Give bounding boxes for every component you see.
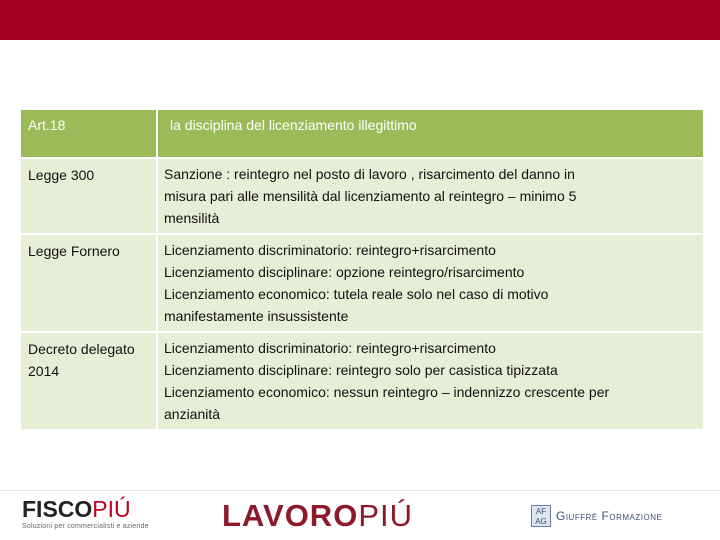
fiscopiu-logo: [22, 497, 149, 531]
fiscopiu-logo-main: FISCO: [22, 496, 93, 522]
art18-table: [21, 110, 703, 431]
row-line: Licenziamento discriminatorio: reintegro+risarcimento: [164, 242, 496, 258]
row-content: [157, 158, 703, 234]
row-label: Decreto delegato 2014: [21, 332, 157, 430]
table-row: [21, 332, 703, 430]
fiscopiu-logo-accent: PIÚ: [92, 496, 131, 522]
row-content: [157, 234, 703, 332]
header-cell-art18: Art.18: [21, 110, 157, 158]
table-header-row: [21, 110, 703, 158]
row-line: Licenziamento disciplinare: opzione reintegro/risarcimento: [164, 264, 525, 280]
row-line: misura pari alle mensilità dal licenziamento al reintegro – minimo 5: [164, 188, 577, 204]
row-line: Licenziamento economico: nessun reintegro – indennizzo crescente per: [164, 384, 610, 400]
table-row: [21, 158, 703, 234]
row-label: Legge Fornero: [21, 234, 157, 332]
row-content: [157, 332, 703, 430]
header-cell-disciplina: la disciplina del licenziamento illegittimo: [157, 110, 703, 158]
af-ag-mark-icon: AF AG: [531, 505, 551, 527]
row-line: mensilità: [164, 210, 220, 226]
giuffre-formazione-logo: [531, 505, 662, 527]
row-line: Licenziamento economico: tutela reale solo nel caso di motivo: [164, 286, 549, 302]
footer-divider: [0, 490, 720, 491]
row-label: Legge 300: [21, 158, 157, 234]
table-row: [21, 234, 703, 332]
row-line: Licenziamento discriminatorio: reintegro+risarcimento: [164, 340, 496, 356]
row-line: manifestamente insussistente: [164, 308, 349, 324]
lavoropiu-logo-main: LAVORO: [222, 498, 359, 533]
lavoropiu-logo-accent: PIÚ: [358, 498, 413, 533]
row-line: Sanzione : reintegro nel posto di lavoro , risarcimento del danno in: [164, 166, 575, 182]
fiscopiu-tagline: Soluzioni per commercialisti e aziende: [22, 523, 149, 530]
top-band: [0, 0, 720, 40]
row-line: Licenziamento disciplinare: reintegro solo per casistica tipizzata: [164, 362, 558, 378]
lavoropiu-logo: [222, 496, 413, 536]
giuffre-formazione-text: Giuffrè Formazione: [556, 509, 663, 523]
row-line: anzianità: [164, 406, 221, 422]
